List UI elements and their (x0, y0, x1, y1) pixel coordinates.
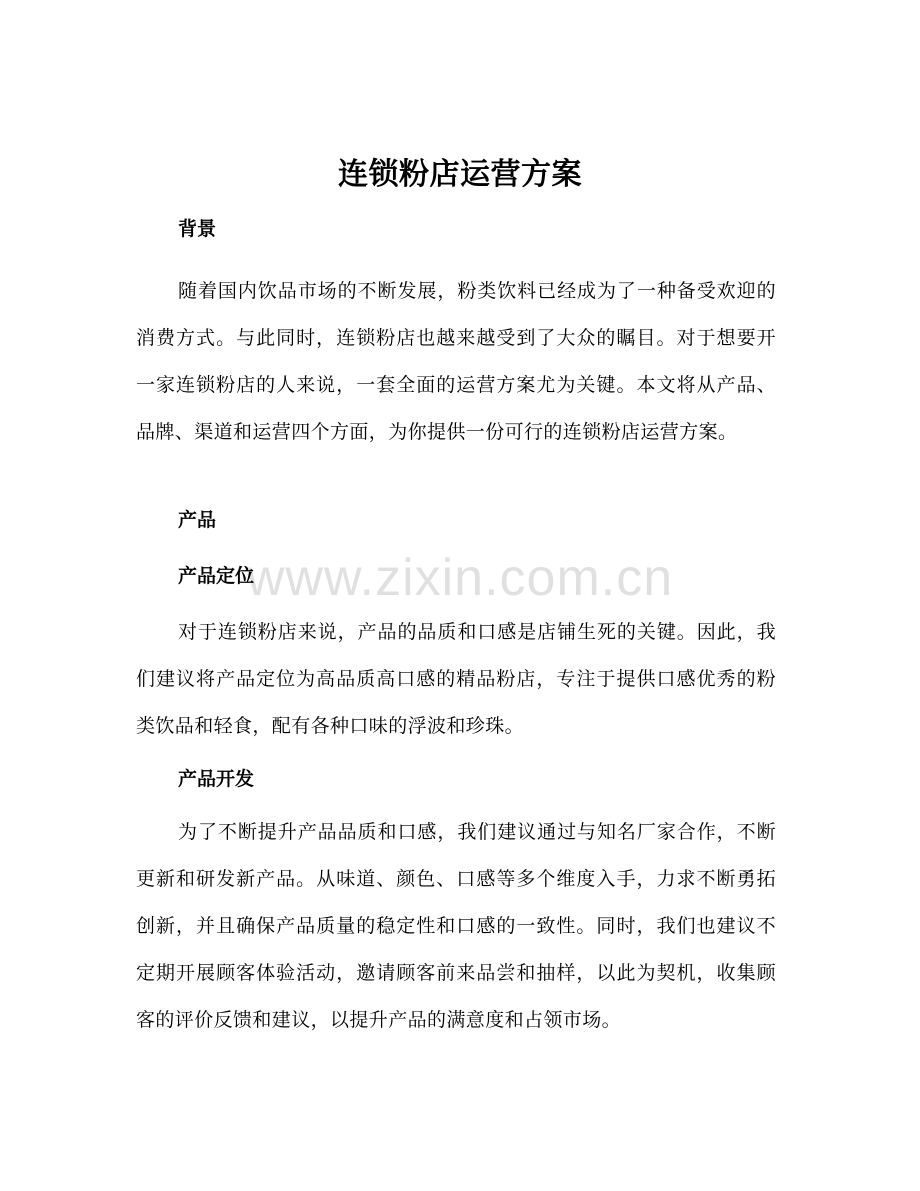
section-heading-background: 背景 (178, 218, 217, 240)
section-paragraph-background: 随着国内饮品市场的不断发展，粉类饮料已经成为了一种备受欢迎的消费方式。与此同时，连锁粉店也越来越受到了大众的瞩目。对于想要开一家连锁粉店的人来说，一套全面的运营方案尤为关键。本文将从产品、品牌、渠道和运营四个方面，为你提供一份可行的连锁粉店运营方案。 (136, 280, 776, 443)
section-heading-product: 产品 (178, 509, 217, 531)
section-heading-product-positioning: 产品定位 (178, 565, 255, 587)
watermark-text: www.zixin.com.cn (246, 549, 674, 607)
section-paragraph-product-development: 为了不断提升产品品质和口感，我们建议通过与知名厂家合作，不断更新和研发新产品。从味道、颜色、口感等多个维度入手，力求不断勇拓创新，并且确保产品质量的稳定性和口感的一致性。同时，我们也建议不定期开展顾客体验活动，邀请顾客前来品尝和抽样，以此为契机，收集顾客的评价反馈和建议，以提升产品的满意度和占领市场。 (136, 821, 776, 1031)
document-title: 连锁粉店运营方案 (338, 157, 582, 192)
section-paragraph-product-positioning: 对于连锁粉店来说，产品的品质和口感是店铺生死的关键。因此，我们建议将产品定位为高品质高口感的精品粉店，专注于提供口感优秀的粉类饮品和轻食，配有各种口味的浮波和珍珠。 (136, 621, 776, 737)
section-heading-product-development: 产品开发 (178, 768, 255, 790)
